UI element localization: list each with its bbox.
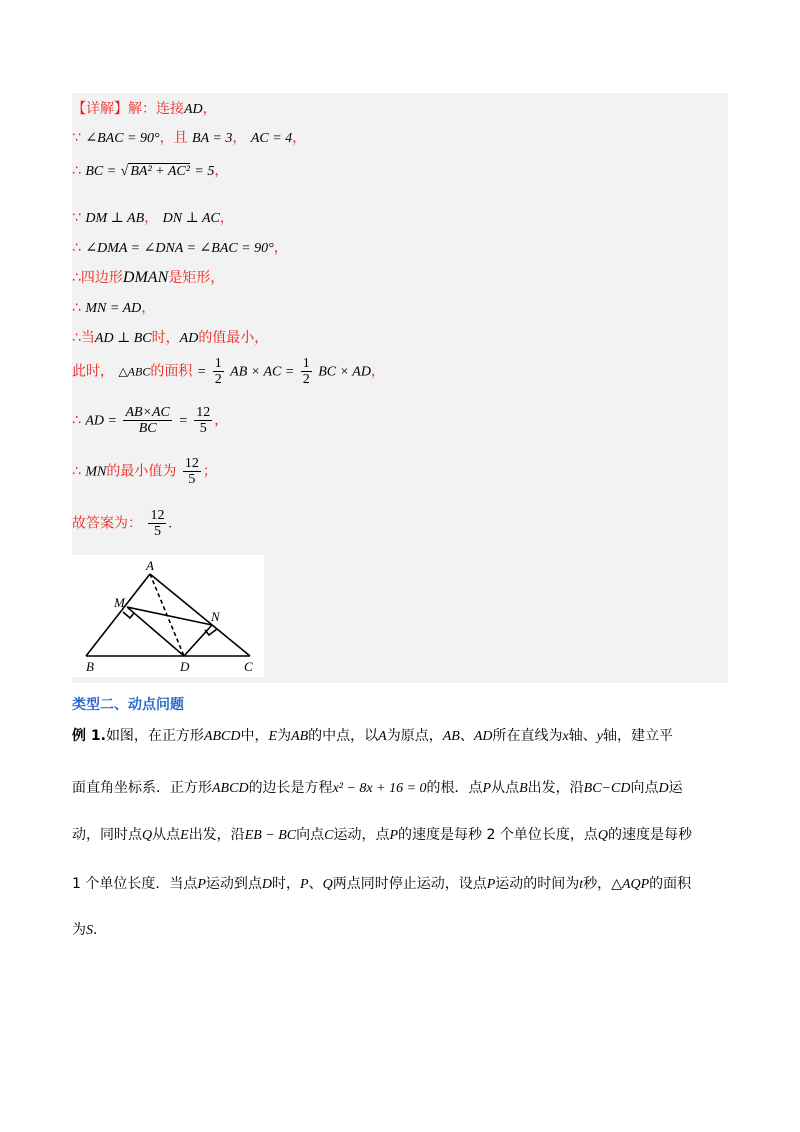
fraction-12-5: $\frac{12}{5}$ [184,456,199,487]
fraction-12-5: $\frac{12}{5}$ [150,508,165,539]
solution-line-8: ∴当AD ⊥ BC时，AD的值最小， [72,330,269,346]
label-a: A [146,558,154,573]
solution-line-4: ∵ DM ⊥ AB， DN ⊥ AC， [72,210,234,226]
example-line-4: 1 个单位长度．当点P运动到点D时，P、Q两点同时停止运动，设点P运动的时间为t秒，△AQP的面积 [72,876,692,892]
solution-line-6: ∴四边形DMAN是矩形， [72,269,225,286]
example-line-5: 为S. [72,922,98,938]
geometry-figure [72,555,264,677]
section-heading: 类型二、动点问题 [72,697,184,713]
example-line-3: 动，同时点Q从点E出发，沿EB − BC向点C运动，点P的速度是每秒 2 个单位长度，点Q的速度是每秒 [72,827,692,843]
solution-line-11: ∴ MN的最小值为 $\frac{12}{5}$ ； [72,456,217,487]
right-angle-m [123,612,134,618]
label-m: M [114,595,125,610]
solution-line-3: ∴ BC = √ BA² + AC² = 5， [72,163,229,179]
segment-dn [184,625,212,656]
detail-label: 【详解】 [72,101,128,117]
label-n: N [211,609,220,624]
fraction-ab-ac-over-bc: $\frac{AB\times AC}{BC}$ [125,405,170,436]
example-line-1: 例 1.如图，在正方形ABCD中，E为AB的中点，以A为原点，AB、AD所在直线为x轴、y轴，建立平 [72,728,673,744]
segment-ba [86,574,150,656]
example-line-2: 面直角坐标系．正方形ABCD的边长是方程x² − 8x + 16 = 0的根．点P从点B出发，沿BC−CD向点D运 [72,780,683,796]
label-b: B [86,659,94,674]
solution-line-2: ∵ ∠BAC = 90°，且 BA = 3， AC = 4， [72,130,307,146]
solution-line-9: 此时， △ABC的面积 = $\frac{1}{2}$ AB × AC = $\frac{1}{2}$ BC × AD， [72,356,385,387]
fraction-half: $\frac{1}{2}$ [302,356,310,387]
example-label: 例 1. [72,728,106,744]
solution-line-5: ∴ ∠DMA = ∠DNA = ∠BAC = 90°， [72,240,288,256]
answer-label: 故答案为： [72,515,142,532]
solution-line-10: ∴ AD = $\frac{AB\times AC}{BC}$ = $\frac{12}{5}$ ， [72,405,229,436]
segment-ad-dashed [150,574,184,656]
label-d: D [180,659,190,674]
solution-line-7: ∴ MN = AD， [72,300,156,316]
fraction-12-5: $\frac{12}{5}$ [196,405,211,436]
segment-dm [127,607,184,656]
solution-line-1: 【详解】解：连接AD， [72,101,217,117]
solution-line-12: 故答案为： $\frac{12}{5}$ . [72,508,172,539]
label-c: C [244,659,253,674]
triangle-diagram [72,555,264,677]
fraction-half: $\frac{1}{2}$ [214,356,222,387]
